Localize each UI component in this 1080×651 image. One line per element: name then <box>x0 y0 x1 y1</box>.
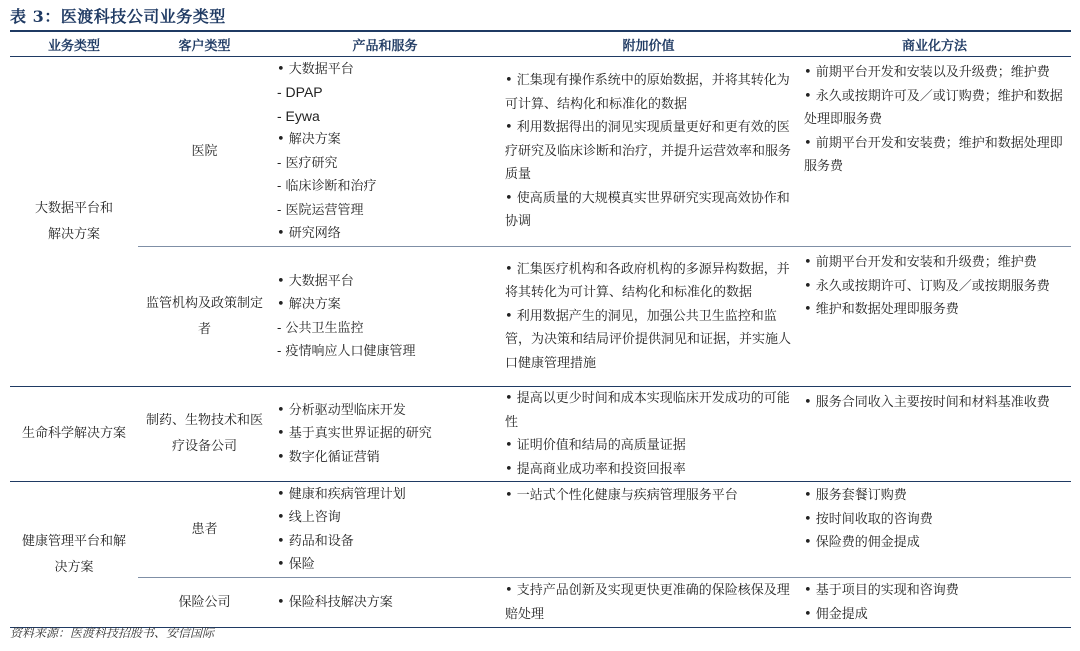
list-item: • 前期平台开发和安装以及升级费；维护费 <box>804 65 1050 80</box>
commercial-list <box>804 391 1065 415</box>
list-item: • 服务套餐订购费 <box>804 488 907 503</box>
value-list <box>505 387 792 481</box>
list-item: - 医院运营管理 <box>277 202 364 218</box>
source-note: 资料来源：医渡科技招股书、安信国际 <box>10 626 215 640</box>
table-title: 表 3：医渡科技公司业务类型 <box>10 7 226 26</box>
list-item: • 保险科技解决方案 <box>277 594 393 610</box>
list-item: • 一站式个性化健康与疾病管理服务平台 <box>505 488 738 503</box>
products-cell <box>271 578 499 628</box>
commercial-cell <box>798 578 1071 628</box>
list-item: • 保险费的佣金提成 <box>804 535 920 550</box>
value-cell <box>499 578 798 628</box>
products-list <box>277 399 493 470</box>
products-list <box>277 483 493 577</box>
products-list <box>277 591 493 615</box>
list-item: • 线上咨询 <box>277 510 341 525</box>
header-added-value: 附加价值 <box>499 31 798 57</box>
products-cell <box>271 387 499 482</box>
table-row <box>10 387 1071 482</box>
list-item: • 利用数据得出的洞见实现质量更好和更有效的医疗研究及临床诊断和治疗，并提升运营效率和服务质量 <box>505 120 792 183</box>
value-list <box>505 258 792 376</box>
customer-cell: 监管机构及政策制定者 <box>138 247 271 387</box>
list-item: • 永久或按期许可、订购及／或按期服务费 <box>804 278 1050 294</box>
list-item: • 证明价值和结局的高质量证据 <box>505 438 686 453</box>
list-item: • 药品和设备 <box>277 533 354 549</box>
value-cell <box>499 387 798 482</box>
list-item: • 前期平台开发和安装费；维护和数据处理即服务费 <box>804 135 1063 174</box>
table-row <box>10 247 1071 387</box>
value-list <box>505 579 792 626</box>
value-cell <box>499 482 798 578</box>
list-item: - Eywa <box>277 107 320 124</box>
products-list <box>277 58 493 246</box>
list-item: - 临床诊断和治疗 <box>277 179 377 194</box>
header-products: 产品和服务 <box>271 31 499 57</box>
business-type-table <box>10 30 1071 628</box>
business-type-cell: 大数据平台和 解决方案 <box>10 57 138 387</box>
list-item: • 汇集现有操作系统中的原始数据，并将其转化为可计算、结构化和标准化的数据 <box>505 73 790 112</box>
list-item: • 提高商业成功率和投资回报率 <box>505 461 686 477</box>
business-type-cell: 健康管理平台和解决方案 <box>10 482 138 628</box>
products-list <box>277 270 493 364</box>
list-item: • 解决方案 <box>277 297 341 312</box>
list-item: • 大数据平台 <box>277 61 354 77</box>
commercial-list <box>804 61 1065 179</box>
list-item: • 大数据平台 <box>277 273 354 289</box>
list-item: - DPAP <box>277 84 323 100</box>
list-item: - 公共卫生监控 <box>277 320 364 336</box>
commercial-cell <box>798 247 1071 387</box>
commercial-list <box>804 579 1065 626</box>
customer-cell: 患者 <box>138 482 271 578</box>
list-item: • 维护和数据处理即服务费 <box>804 302 959 317</box>
commercial-list <box>804 251 1065 322</box>
header-row <box>10 31 1071 57</box>
commercial-list <box>804 484 1065 555</box>
table-row <box>10 482 1071 578</box>
commercial-cell <box>798 482 1071 578</box>
list-item: • 支持产品创新及实现更快更准确的保险核保及理赔处理 <box>505 583 790 622</box>
header-customer-type: 客户类型 <box>138 31 271 57</box>
table-row <box>10 578 1071 628</box>
value-list <box>505 69 792 234</box>
business-type-cell: 生命科学解决方案 <box>10 387 138 482</box>
table-row <box>10 57 1071 247</box>
commercial-cell <box>798 57 1071 247</box>
header-commercialization: 商业化方法 <box>798 31 1071 57</box>
list-item: • 解决方案 <box>277 132 341 147</box>
list-item: - 医疗研究 <box>277 155 338 171</box>
list-item: • 保险 <box>277 557 315 572</box>
list-item: • 前期平台开发和安装和升级费；维护费 <box>804 255 1037 270</box>
list-item: • 使高质量的大规模真实世界研究实现高效协作和协调 <box>505 190 790 230</box>
list-item: • 提高以更少时间和成本实现临床开发成功的可能性 <box>505 391 790 430</box>
list-item: • 数字化循证营销 <box>277 449 380 465</box>
list-item: • 汇集医疗机构和各政府机构的多源异构数据，并将其转化为可计算、结构化和标准化的数据 <box>505 261 790 301</box>
list-item: - 疫情响应人口健康管理 <box>277 344 416 359</box>
list-item: • 健康和疾病管理计划 <box>277 486 406 502</box>
header-business-type: 业务类型 <box>10 31 138 57</box>
list-item: • 基于项目的实现和咨询费 <box>804 583 959 598</box>
products-cell <box>271 482 499 578</box>
list-item: • 利用数据产生的洞见，加强公共卫生监控和监管，为决策和结局评价提供洞见和证据，并实施人口健康管理措施 <box>505 308 792 371</box>
commercial-cell <box>798 387 1071 482</box>
list-item: • 分析驱动型临床开发 <box>277 402 406 418</box>
products-cell <box>271 247 499 387</box>
customer-cell: 保险公司 <box>138 578 271 628</box>
list-item: • 佣金提成 <box>804 606 868 622</box>
list-item: • 研究网络 <box>277 226 341 241</box>
value-cell <box>499 247 798 387</box>
customer-cell: 制药、生物技术和医疗设备公司 <box>138 387 271 482</box>
list-item: • 服务合同收入主要按时间和材料基准收费 <box>804 395 1050 410</box>
customer-cell: 医院 <box>138 57 271 247</box>
list-item: • 按时间收取的咨询费 <box>804 511 933 527</box>
list-item: • 基于真实世界证据的研究 <box>277 426 432 442</box>
value-cell <box>499 57 798 247</box>
list-item: • 永久或按期许可及／或订购费；维护和数据处理即服务费 <box>804 88 1063 127</box>
value-list <box>505 484 792 508</box>
products-cell <box>271 57 499 247</box>
